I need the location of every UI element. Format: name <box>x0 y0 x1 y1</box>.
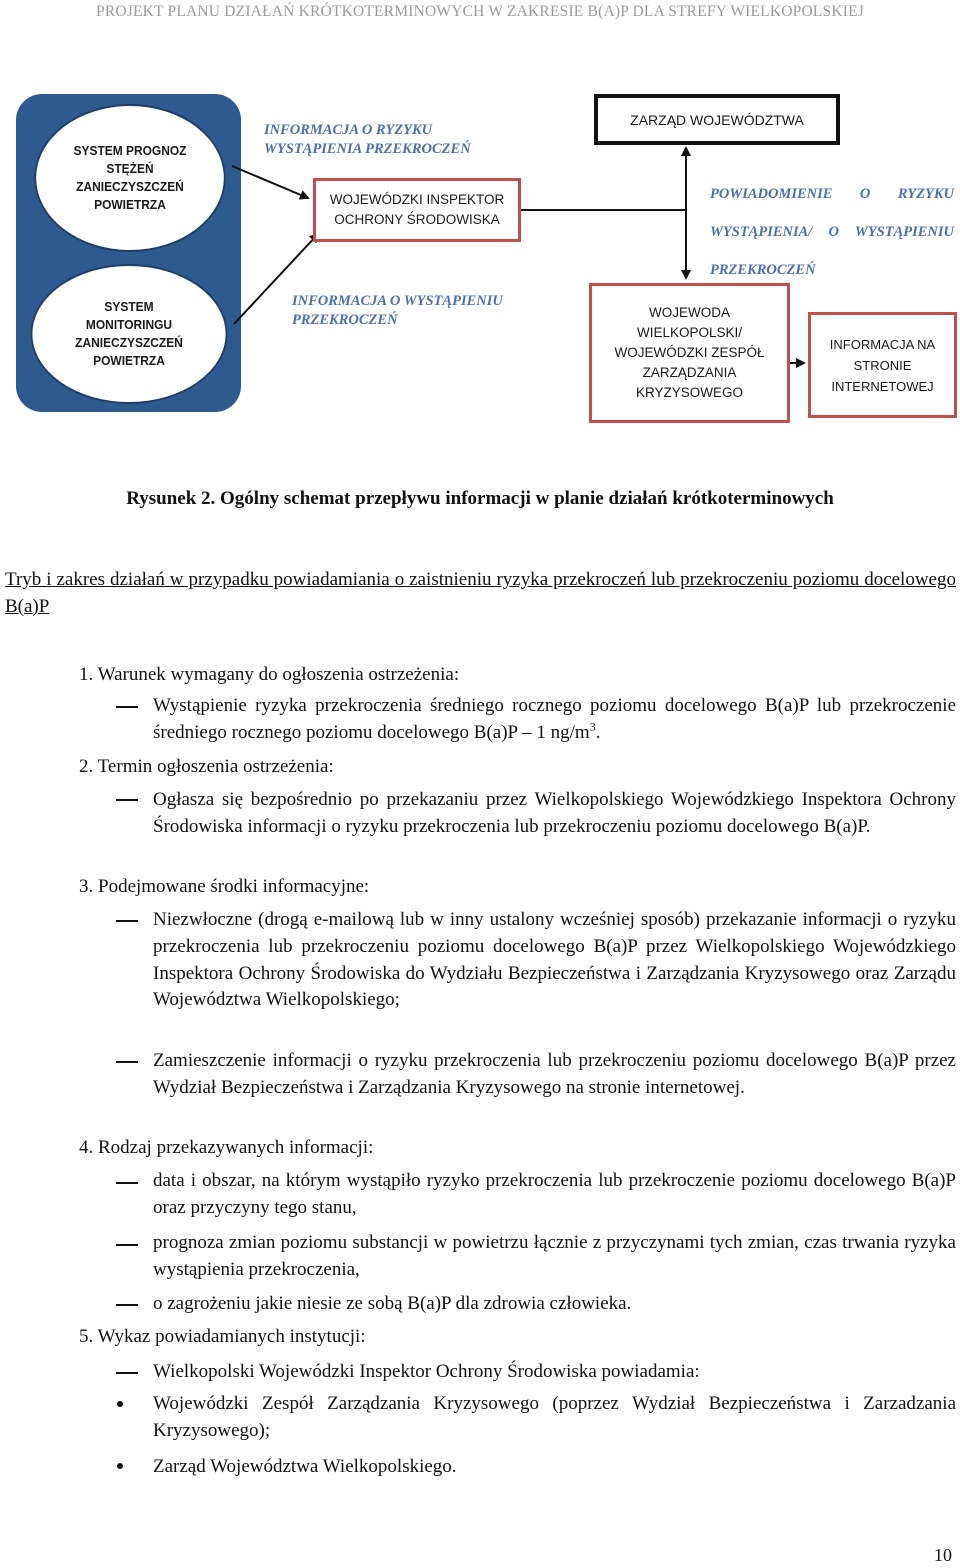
label-notification: POWIADOMIENIE O RYZYKU WYSTĄPIENIA/ O WYSTĄPIENIU PRZEKROCZEŃ <box>710 186 954 278</box>
box-website-info: INFORMACJA NA STRONIE INTERNETOWEJ <box>808 312 957 418</box>
item-1-dash-1: Wystąpienie ryzyka przekroczenia średniego rocznego poziomu docelowego B(a)P lub przekroczenie średniego rocznego poziomu docelowego B(a)P – 1 $ng/m^3$. <box>153 695 956 743</box>
section-title: Tryb i zakres działań w przypadku powiadamiania o zaistnieniu ryzyka przekroczeń lub przekroczeniu poziomu docelowego B(a)P <box>5 569 956 617</box>
arrow-wios-to-wojewoda <box>521 210 686 278</box>
item-5-dash-1: Wielkopolski Wojewódzki Inspektor Ochrony Środowiska powiadamia: <box>153 1361 700 1382</box>
box-wios: WOJEWÓDZKI INSPEKTOR OCHRONY ŚRODOWISKA <box>313 178 521 242</box>
oval-forecast-system: SYSTEM PROGNOZ STĘŻEŃ ZANIECZYSZCZEŃ POWIETRZA <box>34 104 225 252</box>
item-5-bullet-1: Wojewódzki Zespół Zarządzania Kryzysowego (poprzez Wydział Bezpieczeństwa i Zarzadzania Kryzysowego); <box>153 1393 956 1441</box>
item-5-bullet-2: Zarząd Województwa Wielkopolskiego. <box>153 1456 457 1477</box>
item-5-heading: 5. Wykaz powiadamianych instytucji: <box>79 1326 366 1347</box>
arrow-forecast-to-wios <box>232 166 308 198</box>
dash-marker <box>116 1304 138 1306</box>
item-4-heading: 4. Rodzaj przekazywanych informacji: <box>79 1137 374 1158</box>
flow-diagram <box>0 86 960 431</box>
dash-marker <box>116 706 138 708</box>
label-risk-info: INFORMACJA O RYZYKU WYSTĄPIENIA PRZEKROCZEŃ <box>264 122 471 157</box>
dash-marker <box>116 1061 138 1063</box>
page-number: 10 <box>934 1545 952 1565</box>
item-3-dash-2: Zamieszczenie informacji o ryzyku przekroczenia lub przekroczeniu poziomu docelowego B(a)P przez Wydział Bezpieczeństwa i Zarządzania Kryzysowego na stronie internetowej. <box>153 1050 956 1098</box>
dash-marker <box>116 1244 138 1246</box>
item-4-dash-3: o zagrożeniu jakie niesie ze sobą B(a)P dla zdrowia człowieka. <box>153 1293 632 1314</box>
figure-caption: Rysunek 2. Ogólny schemat przepływu informacji w planie działań krótkoterminowych <box>126 488 834 509</box>
item-4-dash-2: prognoza zmian poziomu substancji w powietrzu łącznie z przyczynami tych zmian, czas trwania ryzyka wystąpienia przekroczenia, <box>153 1232 956 1280</box>
bullet-marker <box>117 1463 123 1469</box>
item-2-dash-1: Ogłasza się bezpośrednio po przekazaniu przez Wielkopolskiego Wojewódzkiego Inspektora Ochrony Środowiska informacji o ryzyku przekroczenia lub przekroczeniu poziomu docelowego B(a)P. <box>153 789 956 837</box>
item-1-heading: 1. Warunek wymagany do ogłoszenia ostrzeżenia: <box>79 664 460 685</box>
box-zarzad-wojewodztwa: ZARZĄD WOJEWÓDZTWA <box>594 94 840 145</box>
dash-marker <box>116 1182 138 1184</box>
item-3-heading: 3. Podejmowane środki informacyjne: <box>79 876 370 897</box>
bullet-marker <box>117 1401 123 1407</box>
page-header: PROJEKT PLANU DZIAŁAŃ KRÓTKOTERMINOWYCH W ZAKRESIE B(A)P DLA STREFY WIELKOPOLSKIEJ <box>96 3 864 20</box>
dash-marker <box>116 920 138 922</box>
item-4-dash-1: data i obszar, na którym wystąpiło ryzyko przekroczenia lub przekroczenie poziomu docelowego B(a)P oraz przyczyny tego stanu, <box>153 1170 956 1218</box>
dash-marker <box>116 1372 138 1374</box>
oval-monitoring-system: SYSTEM MONITORINGU ZANIECZYSZCZEŃ POWIETRZA <box>31 264 228 404</box>
item-2-heading: 2. Termin ogłoszenia ostrzeżenia: <box>79 756 334 777</box>
dash-marker <box>116 799 138 801</box>
item-3-dash-1: Niezwłoczne (drogą e-mailową lub w inny ustalony wcześniej sposób) przekazanie informacji o ryzyku przekroczenia lub przekroczeniu poziomu docelowego B(a)P przez Wielkopolskiego Wojewódzkiego Inspektora Ochrony Środowiska do Wydziału Bezpieczeństwa i Zarządzania Kryzysowego oraz Zarządu Województwa Wielkopolskiego; <box>153 909 956 1011</box>
box-wojewoda: WOJEWODA WIELKOPOLSKI/ WOJEWÓDZKI ZESPÓŁ ZARZĄDZANIA KRYZYSOWEGO <box>589 283 790 423</box>
label-exceedance-info: INFORMACJA O WYSTĄPIENIU PRZEKROCZEŃ <box>292 293 503 328</box>
